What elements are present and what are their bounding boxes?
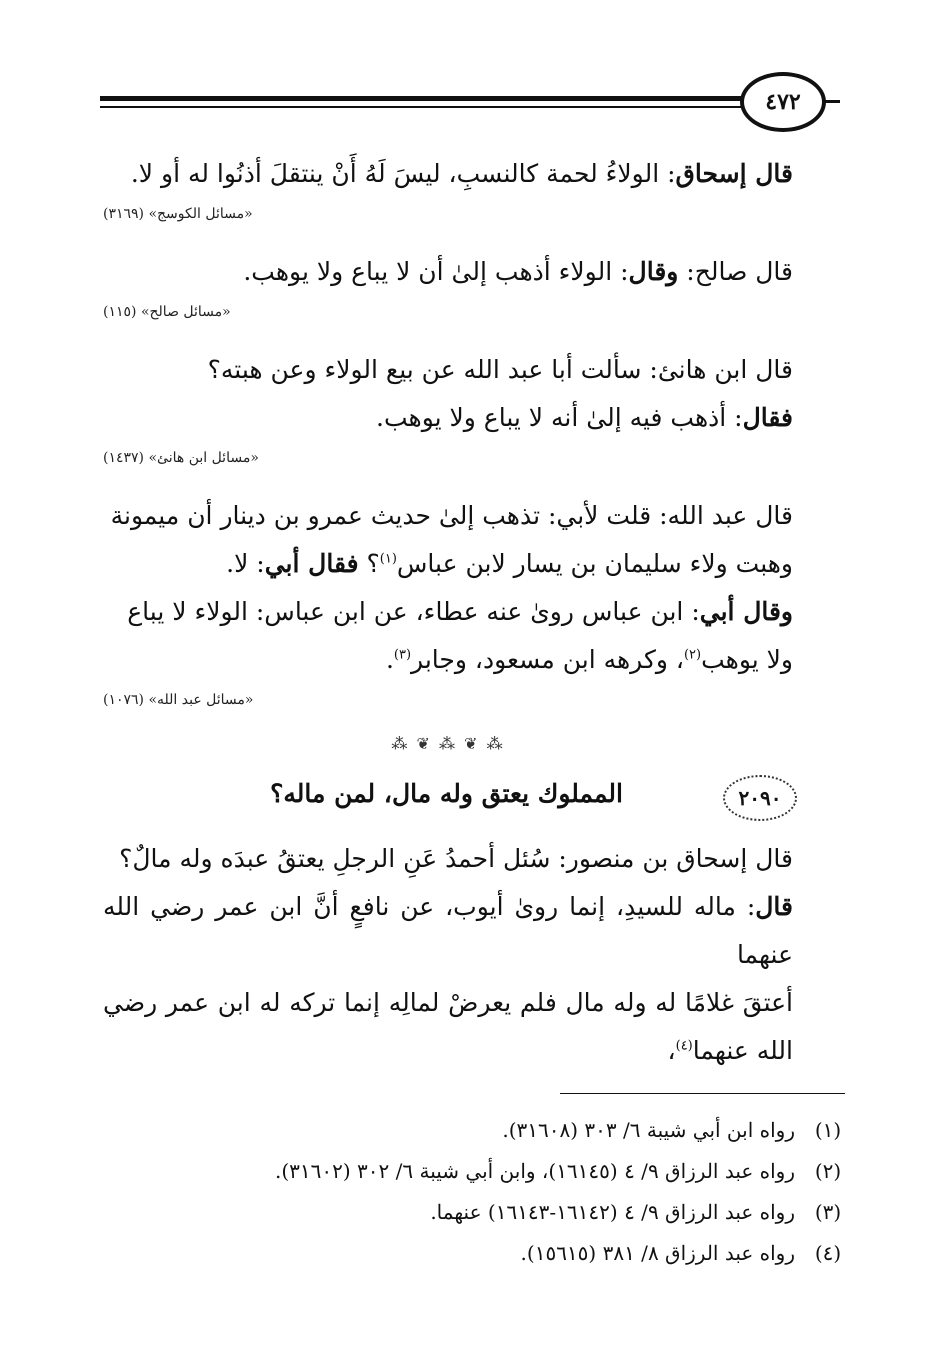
quote-text: ؟ [358,549,380,578]
footnote-number: (٢) [814,1159,842,1183]
footnote-text: رواه ابن أبي شيبة ٦/ ٣٠٣ (٣١٦٠٨). [502,1118,795,1142]
quote-text: : الولاء أذهب إلىٰ أن لا يباع ولا يوهب. [243,257,629,286]
footnote-text: رواه عبد الرزاق ٩/ ٤ (١٦١٤٢-١٦١٤٣) عنهما. [430,1200,795,1224]
section-header [103,773,793,829]
quote-text: قال إسحاق بن منصور: سُئل أحمدُ عَنِ الرجلِ يعتقُ عبدَه وله مالٌ؟ [119,844,793,873]
quote-text: ولا يوهب [701,645,793,674]
footnote-item [143,1192,843,1233]
source-reference: «مسائل الكوسج» (٣١٦٩) [103,206,253,222]
quote-text: : أذهب فيه إلىٰ أنه لا يباع ولا يوهب. [376,403,743,432]
section-title: المملوك يعتق وله مال، لمن ماله؟ [270,779,623,808]
quote-text: أعتقَ غلامًا له وله مال فلم يعرضْ لمالِه إنما تركه له ابن عمر رضي الله عنهما [103,988,793,1065]
text-line [103,588,793,636]
footnote-text: رواه عبد الرزاق ٩/ ٤ (١٦١٤٥)، وابن أبي شيبة ٦/ ٣٠٢ (٣١٦٠٢). [274,1159,795,1183]
text-line [103,883,793,979]
quote-text: وهبت ولاء سليمان بن يسار لابن عباس [396,549,793,578]
speaker-label: فقال [742,403,793,432]
footnote-separator [560,1093,845,1094]
footnote-marker[interactable]: (٣) [393,647,412,663]
text-line [103,636,793,684]
source-reference: «مسائل ابن هانئ» (١٤٣٧) [103,450,259,466]
footnotes [143,1110,843,1274]
quote-text: قال عبد الله: قلت لأبي: تذهب إلىٰ حديث عمرو بن دينار أن ميمونة [110,501,793,530]
page-number: ٤٧٢ [740,72,826,132]
speaker-label: وقال أبي [699,597,793,626]
speaker-label: قال [755,892,793,921]
header-rule-thick [100,96,750,101]
speaker-label: قال إسحاق [675,159,793,188]
text-line [103,540,793,588]
narrator-text: قال صالح: [678,257,793,286]
quote-text: : لا. [226,549,265,578]
footnote-text: رواه عبد الرزاق ٨/ ٣٨١ (١٥٦١٥). [520,1241,795,1265]
quote-text: . [385,645,394,674]
text-line [103,492,793,540]
footnote-number: (١) [814,1118,842,1142]
footnote-item [143,1233,843,1274]
footnote-number: (٣) [814,1200,842,1224]
quote-text: : ماله للسيدِ، إنما روىٰ أيوب، عن نافعٍ أنَّ ابن عمر رضي الله عنهما [103,892,793,969]
ornament-divider: ⁂ ❦ ⁂ ❦ ⁂ [391,734,505,753]
footnote-item [143,1110,843,1151]
text-line [103,248,793,296]
text-line [103,150,793,198]
page-header [100,70,840,130]
footnote-marker[interactable]: (٤) [675,1038,693,1054]
footnote-number: (٤) [814,1241,842,1265]
footnote-marker[interactable]: (١) [379,551,397,567]
footnote-item [143,1151,843,1192]
text-line [103,835,793,883]
quote-text: ، وكرهه ابن مسعود، وجابر [411,645,684,674]
quote-text: : الولاءُ لحمة كالنسبِ، ليسَ لَهُ أَنْ ينتقلَ أذنُوا له أو لا. [130,159,676,188]
speaker-label: فقال أبي [264,549,359,578]
text-line [103,394,793,442]
section-number-badge: ٢٠٩٠ [723,775,797,821]
source-reference: «مسائل عبد الله» (١٠٧٦) [103,692,254,708]
text-line [103,979,793,1075]
text-line [103,346,793,394]
source-reference: «مسائل صالح» (١١٥) [103,304,231,320]
footnote-marker[interactable]: (٢) [683,647,702,663]
quote-text: ، [667,1036,676,1065]
main-content [103,150,793,1075]
speaker-label: وقال [628,257,679,286]
quote-text: قال ابن هانئ: سألت أبا عبد الله عن بيع الولاء وعن هبته؟ [207,355,793,384]
header-rule-thin [100,106,750,108]
quote-text: : ابن عباس رویٰ عنه عطاء، عن ابن عباس: الولاء لا يباع [127,597,700,626]
